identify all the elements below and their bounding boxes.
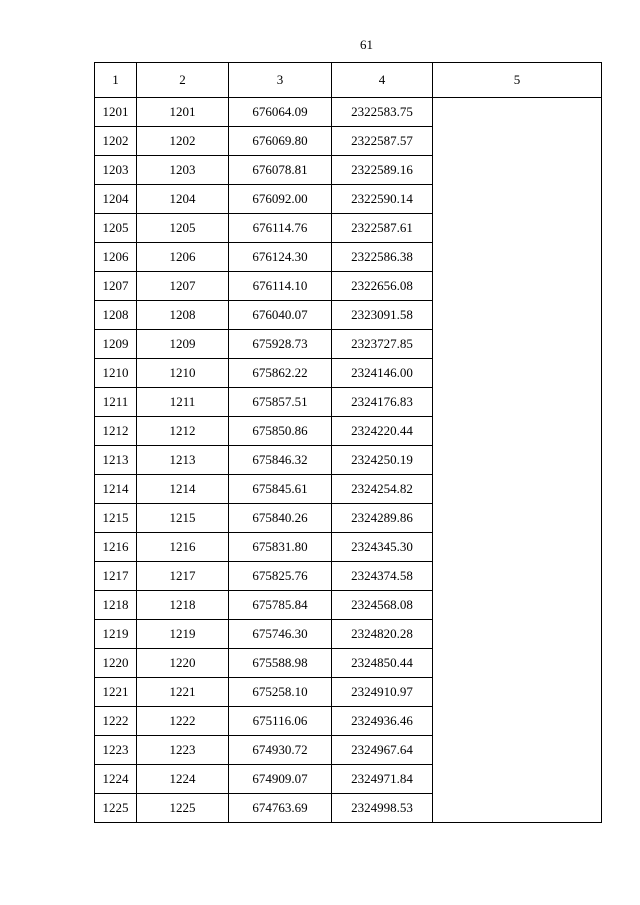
cell-coordinate-x: 675588.98: [229, 649, 332, 678]
cell-point-id: 1212: [137, 417, 229, 446]
cell-coordinate-x: 674930.72: [229, 736, 332, 765]
cell-point-number: 1218: [95, 591, 137, 620]
cell-point-id: 1218: [137, 591, 229, 620]
cell-point-id: 1205: [137, 214, 229, 243]
cell-point-id: 1214: [137, 475, 229, 504]
cell-coordinate-y: 2322586.38: [332, 243, 433, 272]
cell-point-number: 1220: [95, 649, 137, 678]
cell-point-number: 1201: [95, 98, 137, 127]
cell-coordinate-y: 2324289.86: [332, 504, 433, 533]
cell-point-id: 1209: [137, 330, 229, 359]
cell-coordinate-y: 2324220.44: [332, 417, 433, 446]
cell-coordinate-y: 2322590.14: [332, 185, 433, 214]
cell-coordinate-y: 2324820.28: [332, 620, 433, 649]
cell-coordinate-y: 2324967.64: [332, 736, 433, 765]
cell-coordinate-x: 675846.32: [229, 446, 332, 475]
cell-point-id: 1215: [137, 504, 229, 533]
cell-coordinate-y: 2324568.08: [332, 591, 433, 620]
cell-coordinate-y: 2324850.44: [332, 649, 433, 678]
cell-coordinate-x: 676069.80: [229, 127, 332, 156]
cell-point-number: 1221: [95, 678, 137, 707]
cell-point-number: 1207: [95, 272, 137, 301]
column-header-4: 4: [332, 63, 433, 98]
cell-coordinate-y: 2324374.58: [332, 562, 433, 591]
cell-point-id: 1217: [137, 562, 229, 591]
cell-point-id: 1203: [137, 156, 229, 185]
cell-coordinate-y: 2322587.61: [332, 214, 433, 243]
table-header: [95, 63, 602, 98]
cell-coordinate-y: 2324250.19: [332, 446, 433, 475]
table-body: [95, 98, 602, 823]
cell-coordinate-y: 2324345.30: [332, 533, 433, 562]
cell-point-id: 1224: [137, 765, 229, 794]
cell-coordinate-x: 675825.76: [229, 562, 332, 591]
cell-coordinate-y: 2324176.83: [332, 388, 433, 417]
cell-coordinate-x: 675850.86: [229, 417, 332, 446]
cell-point-number: 1223: [95, 736, 137, 765]
cell-point-number: 1213: [95, 446, 137, 475]
cell-coordinate-x: 676114.10: [229, 272, 332, 301]
cell-point-id: 1219: [137, 620, 229, 649]
cell-point-id: 1206: [137, 243, 229, 272]
cell-coordinate-y: 2323727.85: [332, 330, 433, 359]
cell-coordinate-x: 675840.26: [229, 504, 332, 533]
cell-coordinate-y: 2324971.84: [332, 765, 433, 794]
cell-point-id: 1204: [137, 185, 229, 214]
cell-point-number: 1222: [95, 707, 137, 736]
cell-point-number: 1212: [95, 417, 137, 446]
cell-coordinate-y: 2324936.46: [332, 707, 433, 736]
column-header-3: 3: [229, 63, 332, 98]
cell-coordinate-y: 2324910.97: [332, 678, 433, 707]
cell-point-id: 1201: [137, 98, 229, 127]
cell-point-number: 1203: [95, 156, 137, 185]
cell-point-number: 1216: [95, 533, 137, 562]
cell-coordinate-y: 2322656.08: [332, 272, 433, 301]
cell-point-id: 1211: [137, 388, 229, 417]
cell-point-number: 1225: [95, 794, 137, 823]
cell-coordinate-x: 676092.00: [229, 185, 332, 214]
cell-point-number: 1211: [95, 388, 137, 417]
cell-coordinate-x: 676064.09: [229, 98, 332, 127]
cell-coordinate-x: 676124.30: [229, 243, 332, 272]
cell-point-id: 1208: [137, 301, 229, 330]
cell-point-number: 1205: [95, 214, 137, 243]
page-number: 61: [360, 37, 373, 52]
cell-point-id: 1216: [137, 533, 229, 562]
cell-coordinate-y: 2324146.00: [332, 359, 433, 388]
cell-point-id: 1202: [137, 127, 229, 156]
cell-coordinate-x: 676040.07: [229, 301, 332, 330]
cell-point-number: 1204: [95, 185, 137, 214]
cell-coordinate-y: 2324254.82: [332, 475, 433, 504]
cell-coordinate-y: 2322589.16: [332, 156, 433, 185]
cell-point-number: 1209: [95, 330, 137, 359]
cell-coordinate-y: 2322587.57: [332, 127, 433, 156]
cell-coordinate-y: 2323091.58: [332, 301, 433, 330]
cell-point-number: 1208: [95, 301, 137, 330]
cell-point-number: 1217: [95, 562, 137, 591]
cell-coordinate-x: 674763.69: [229, 794, 332, 823]
cell-coordinate-x: 674909.07: [229, 765, 332, 794]
coordinates-table: [94, 62, 602, 823]
cell-point-number: 1206: [95, 243, 137, 272]
cell-coordinate-x: 676114.76: [229, 214, 332, 243]
cell-point-number: 1210: [95, 359, 137, 388]
cell-point-number: 1224: [95, 765, 137, 794]
cell-coordinate-y: 2324998.53: [332, 794, 433, 823]
cell-point-id: 1220: [137, 649, 229, 678]
column-header-2: 2: [137, 63, 229, 98]
cell-coordinate-x: 675862.22: [229, 359, 332, 388]
table-row: [95, 98, 602, 127]
cell-coordinate-x: 675845.61: [229, 475, 332, 504]
cell-point-id: 1223: [137, 736, 229, 765]
cell-point-number: 1219: [95, 620, 137, 649]
column-header-1: 1: [95, 63, 137, 98]
column-header-5: 5: [433, 63, 602, 98]
cell-point-id: 1207: [137, 272, 229, 301]
cell-coordinate-x: 675258.10: [229, 678, 332, 707]
cell-coordinate-x: 675857.51: [229, 388, 332, 417]
cell-point-id: 1210: [137, 359, 229, 388]
cell-point-id: 1213: [137, 446, 229, 475]
cell-coordinate-x: 675746.30: [229, 620, 332, 649]
cell-coordinate-x: 675785.84: [229, 591, 332, 620]
cell-coordinate-x: 675116.06: [229, 707, 332, 736]
header-row: [95, 63, 602, 98]
cell-coordinate-y: 2322583.75: [332, 98, 433, 127]
cell-coordinate-x: 675928.73: [229, 330, 332, 359]
cell-coordinate-x: 676078.81: [229, 156, 332, 185]
cell-point-id: 1225: [137, 794, 229, 823]
cell-point-number: 1214: [95, 475, 137, 504]
cell-coordinate-x: 675831.80: [229, 533, 332, 562]
cell-point-id: 1221: [137, 678, 229, 707]
cell-notes-column: [433, 98, 602, 823]
cell-point-number: 1215: [95, 504, 137, 533]
cell-point-id: 1222: [137, 707, 229, 736]
cell-point-number: 1202: [95, 127, 137, 156]
